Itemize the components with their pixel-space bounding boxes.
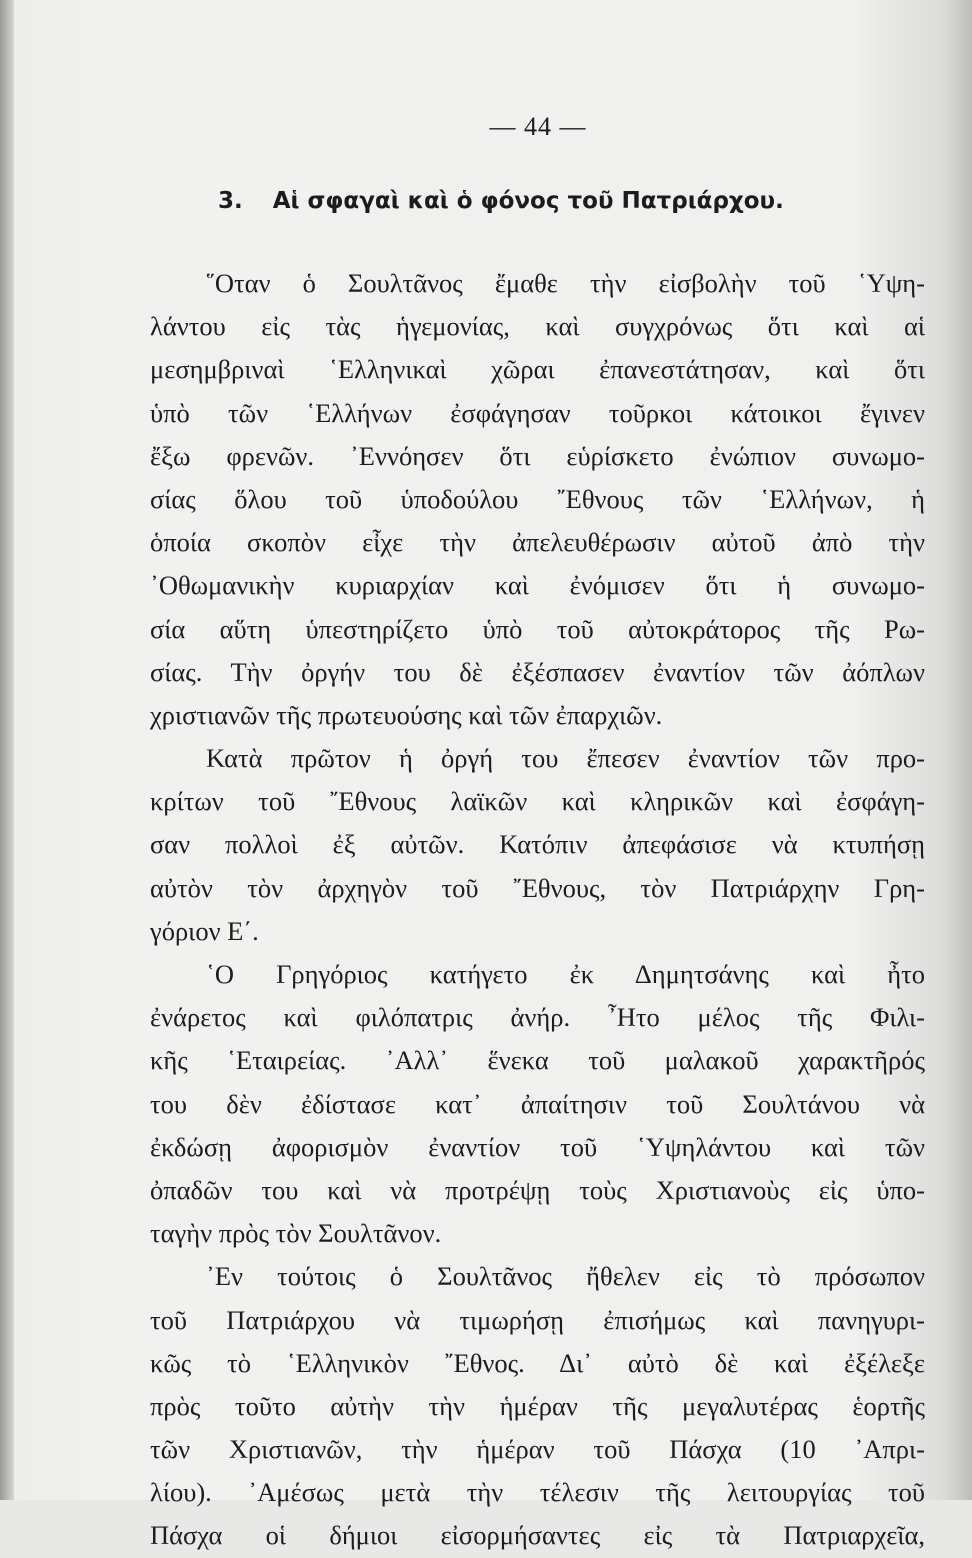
text-line: τοῦ Πατριάρχου νὰ τιμωρήσῃ ἐπισήμως καὶ πανηγυρι- (150, 1304, 925, 1335)
text-line: λάντου εἰς τὰς ἡγεμονίας, καὶ συγχρόνως ὅτι καὶ αἱ (150, 311, 925, 342)
text-line: κρίτων τοῦ ῎Εθνους λαϊκῶν καὶ κληρικῶν καὶ ἐσφάγη- (150, 786, 925, 817)
text-line: ταγὴν πρὸς τὸν Σουλτᾶνον. (150, 1218, 442, 1249)
text-line: ἐνάρετος καὶ φιλόπατρις ἀνήρ. ῏Ητο μέλος τῆς Φιλι- (150, 1002, 925, 1033)
text-line: πρὸς τοῦτο αὐτὴν τὴν ἡμέραν τῆς μεγαλυτέρας ἑορτῆς (150, 1390, 925, 1421)
section-heading (218, 188, 918, 214)
text-line: ῞Οταν ὁ Σουλτᾶνος ἔμαθε τὴν εἰσβολὴν τοῦ ῾Υψη- (206, 268, 925, 298)
text-line: λίου). ᾿Αμέσως μετὰ τὴν τέλεσιν τῆς λειτουργίας τοῦ (150, 1477, 925, 1508)
section-title-text: Αἱ σφαγαὶ καὶ ὁ φόνος τοῦ Πατριάρχου. (272, 188, 784, 214)
page-number: — 44 — (489, 112, 587, 141)
text-line: σαν πολλοὶ ἐξ αὐτῶν. Κατόπιν ἀπεφάσισε νὰ κτυπήσῃ (150, 829, 925, 860)
text-line: ἐκδώσῃ ἀφορισμὸν ἐναντίον τοῦ ῾Υψηλάντου καὶ τῶν (150, 1131, 925, 1162)
text-line: Πάσχα οἱ δήμιοι εἰσορμήσαντες εἰς τὰ Πατριαρχεῖα, (150, 1520, 925, 1551)
body-text (150, 262, 925, 1558)
text-line: τῶν Χριστιανῶν, τὴν ἡμέραν τοῦ Πάσχα (10 ᾿Απρι- (150, 1434, 925, 1465)
text-line: ῾Ο Γρηγόριος κατήγετο ἐκ Δημητσάνης καὶ ἦτο (206, 959, 925, 989)
page-binding-shadow (0, 0, 14, 1500)
text-line: ὑπὸ τῶν ῾Ελλήνων ἐσφάγησαν τοῦρκοι κάτοικοι ἔγινεν (150, 397, 925, 428)
text-line: σία αὕτη ὑπεστηρίζετο ὑπὸ τοῦ αὐτοκράτορος τῆς Ρω- (150, 613, 925, 644)
text-line: σίας. Τὴν ὀργήν του δὲ ἐξέσπασεν ἐναντίον τῶν ἀόπλων (150, 656, 925, 687)
text-line: γόριον Ε΄. (150, 915, 259, 946)
text-line: ὀπαδῶν του καὶ νὰ προτρέψῃ τοὺς Χριστιανοὺς εἰς ὑπο- (150, 1174, 925, 1205)
text-line: ᾿Οθωμανικὴν κυριαρχίαν καὶ ἐνόμισεν ὅτι ἡ συνωμο- (150, 570, 925, 601)
text-line: ἔξω φρενῶν. ᾿Εννόησεν ὅτι εὑρίσκετο ἐνώπιον συνωμο- (150, 440, 925, 471)
text-line: χριστιανῶν τῆς πρωτευούσης καὶ τῶν ἐπαρχιῶν. (150, 699, 663, 730)
text-line: μεσημβριναὶ ῾Ελληνικαὶ χῶραι ἐπανεστάτησαν, καὶ ὅτι (150, 354, 925, 385)
text-line: κῶς τὸ ῾Ελληνικὸν ῎Εθνος. Δι᾿ αὐτὸ δὲ καὶ ἐξέλεξε (150, 1347, 925, 1378)
text-line: κῆς ῾Εταιρείας. ᾿Αλλ᾿ ἕνεκα τοῦ μαλακοῦ χαρακτῆρός (150, 1045, 925, 1076)
section-number: 3. (218, 188, 243, 214)
text-line: ὁποία σκοπὸν εἶχε τὴν ἀπελευθέρωσιν αὐτοῦ ἀπὸ τὴν (150, 527, 925, 558)
text-line: ᾿Εν τούτοις ὁ Σουλτᾶνος ἤθελεν εἰς τὸ πρόσωπον (206, 1261, 925, 1292)
text-line: του δὲν ἐδίστασε κατ᾿ ἀπαίτησιν τοῦ Σουλτάνου νὰ (150, 1088, 925, 1119)
text-line: σίας ὅλου τοῦ ὑποδούλου ῎Εθνους τῶν ῾Ελλήνων, ἡ (150, 483, 925, 514)
text-line: Κατὰ πρῶτον ἡ ὀργή του ἔπεσεν ἐναντίον τῶν προ- (206, 743, 925, 774)
text-line: αὐτὸν τὸν ἀρχηγὸν τοῦ ῎Εθνους, τὸν Πατριάρχην Γρη- (150, 872, 925, 903)
